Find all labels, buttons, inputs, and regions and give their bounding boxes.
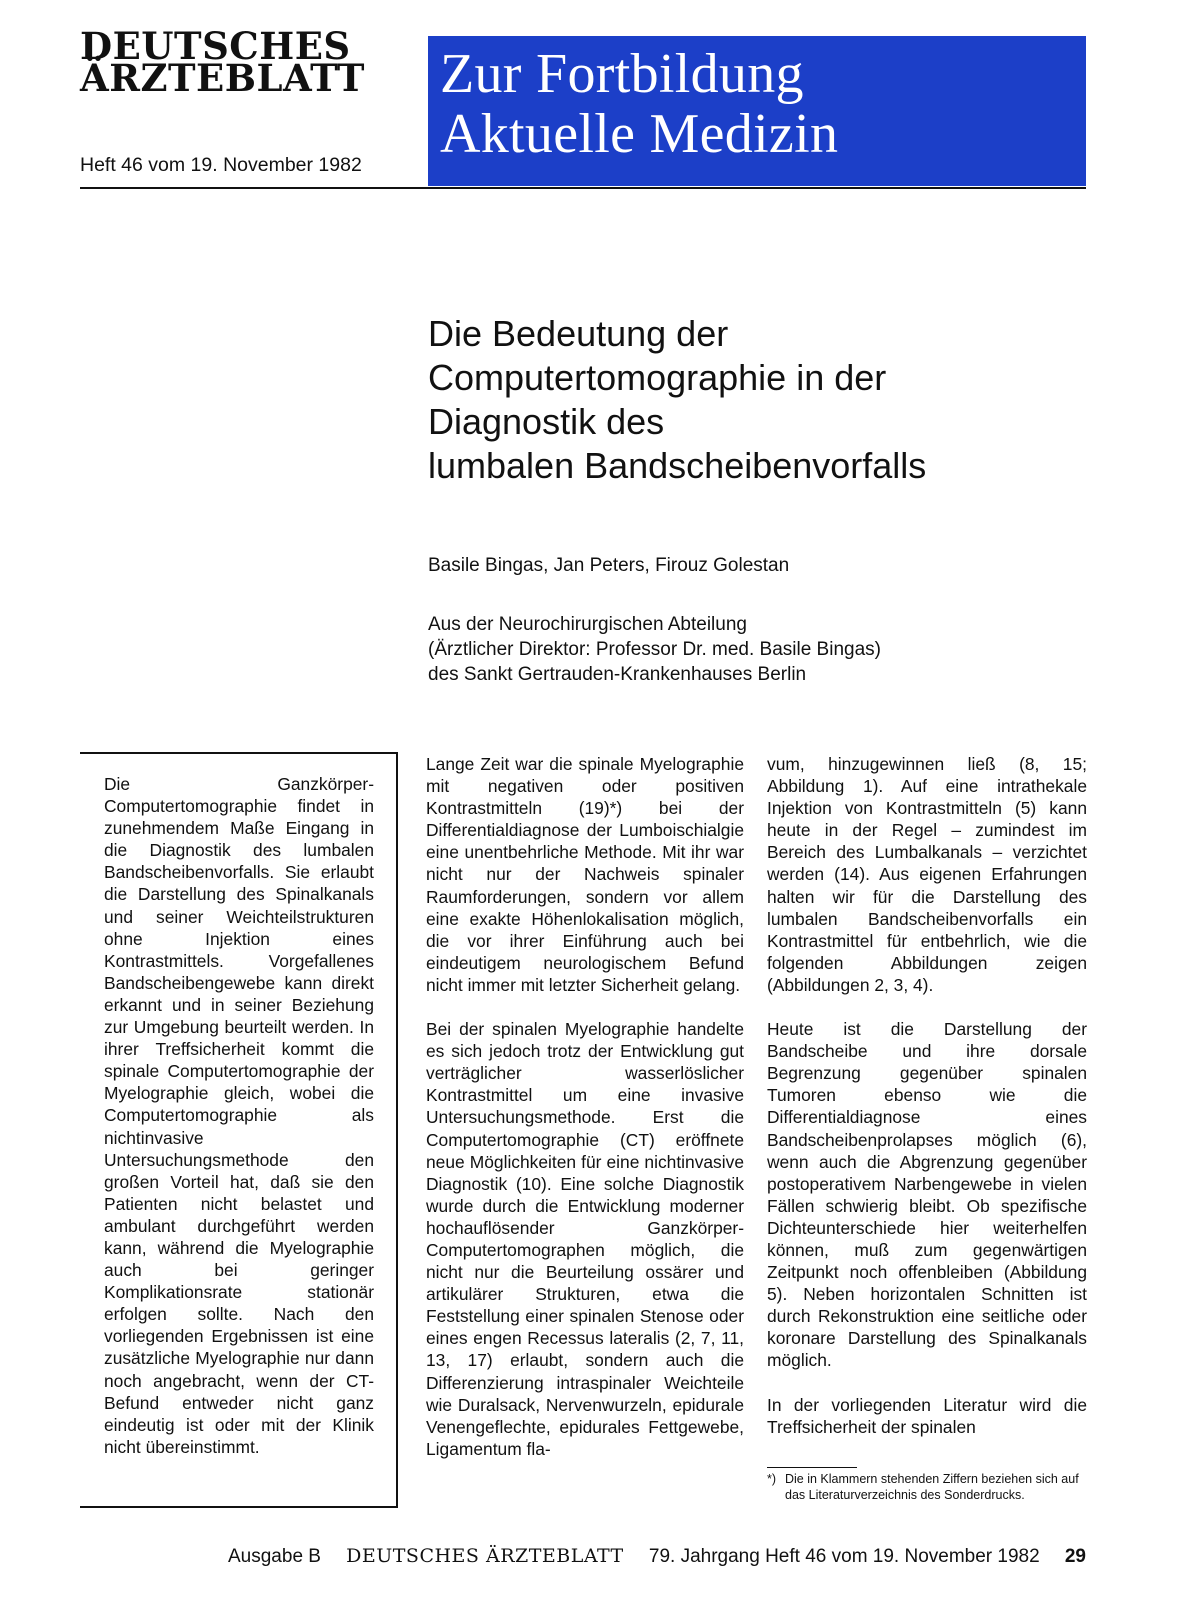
banner-line-2: Aktuelle Medizin bbox=[440, 103, 839, 165]
affiliation-line: des Sankt Gertrauden-Krankenhauses Berlin bbox=[428, 664, 807, 685]
body-paragraph: In der vorliegenden Literatur wird die Treffsicherheit der spinalen bbox=[767, 1394, 1087, 1437]
footer-volume: 79. Jahrgang Heft 46 vom 19. November 1982 bbox=[648, 1546, 1040, 1567]
header-rule bbox=[80, 187, 1086, 189]
page-footer bbox=[228, 1545, 1086, 1568]
body-column-3 bbox=[767, 753, 1087, 1438]
article-title bbox=[428, 312, 1068, 488]
page-number: 29 bbox=[1064, 1546, 1086, 1567]
title-line: lumbalen Bandscheibenvorfalls bbox=[428, 445, 927, 486]
title-line: Die Bedeutung der bbox=[428, 313, 729, 354]
body-paragraph: Lange Zeit war die spinale Myelographie mit negativen oder positiven Kontrastmitteln (19)*) bei der Differentialdiagnose der Lumboischialgie eine unentbehrliche Methode. Mit ihr war nicht nur der Nachweis spinaler Raumforderungen, sondern vor allem eine exakte Höhenlokalisation möglich, die vor ihrer Einführung auch bei eindeutigem neurologischem Befund nicht immer mit letzter Sicherheit gelang. bbox=[426, 754, 744, 995]
footnote-mark: *) bbox=[767, 1472, 777, 1486]
affiliation-line: Aus der Neurochirurgischen Abteilung bbox=[428, 614, 747, 635]
abstract-text: Die Ganzkörper-Computertomographie findet in zunehmendem Maße Eingang in die Diagnostik des lumbalen Bandscheibenvorfalls. Sie erlaubt die Darstellung des Spinalkanals und seiner Weichteilstrukturen ohne Injektion eines Kontrastmittels. Vorgefallenes Bandscheibengewebe kann direkt erkannt und in seiner Beziehung zur Umgebung beurteilt werden. In ihrer Treffsicherheit kommt die spinale Computertomographie der Myelographie gleich, wobei die Computertomographie als nichtinvasive Untersuchungsmethode den großen Vorteil hat, daß sie den Patienten nicht belastet und ambulant durchgeführt werden kann, während die Myelographie auch bei geringer Komplikationsrate stationär erfolgen sollte. Nach den vorliegenden Ergebnissen ist eine zusätzliche Myelographie nur dann noch angebracht, wenn der CT-Befund entweder nicht ganz eindeutig ist oder mit der Klinik nicht übereinstimmt. bbox=[104, 774, 374, 1457]
masthead-line-1: DEUTSCHES bbox=[80, 24, 351, 68]
article-authors: Basile Bingas, Jan Peters, Firouz Golestan bbox=[428, 555, 790, 576]
affiliation-line: (Ärztlicher Direktor: Professor Dr. med. Basile Bingas) bbox=[428, 639, 881, 660]
section-banner bbox=[428, 36, 1086, 186]
footnote bbox=[767, 1472, 1082, 1503]
body-paragraph: vum, hinzugewinnen ließ (8, 15; Abbildung 1). Auf eine intrathekale Injektion von Kontrastmitteln (5) kann heute in der Regel – zumindest im Bereich des Lumbalkanals – verzichtet werden (14). Aus eigenen Erfahrungen halten wir für die Darstellung des lumbalen Bandscheibenvorfalls ein Kontrastmittel für entbehrlich, wie die folgenden Abbildungen zeigen (Abbildungen 2, 3, 4). bbox=[767, 754, 1087, 995]
footer-brand: DEUTSCHES ÄRZTEBLATT bbox=[346, 1545, 624, 1567]
footnote-text: Die in Klammern stehenden Ziffern beziehen sich auf das Literaturverzeichnis des Sonderdrucks. bbox=[785, 1472, 1079, 1502]
issue-line: Heft 46 vom 19. November 1982 bbox=[80, 154, 362, 176]
title-line: Diagnostik des bbox=[428, 401, 665, 442]
body-paragraph: Heute ist die Darstellung der Bandscheibe und ihre dorsale Begrenzung gegenüber spinalen Tumoren ebenso wie die Differentialdiagnose eines Bandscheibenprolapses möglich (6), wenn auch die Abgrenzung gegenüber postoperativem Narbengewebe in vielen Fällen schwierig bleibt. Ob spezifische Dichteunterschiede hier weiterhelfen können, muß zum gegenwärtigen Zeitpunkt noch offenbleiben (Abbildung 5). Neben horizontalen Schnitten ist durch Rekonstruktion eine seitliche oder koronare Darstellung des Spinalkanals möglich. bbox=[767, 1019, 1087, 1371]
masthead-logo bbox=[80, 24, 410, 100]
masthead-line-2: ÄRZTEBLATT bbox=[80, 56, 365, 100]
body-column-2 bbox=[426, 753, 744, 1460]
footer-edition: Ausgabe B bbox=[228, 1546, 321, 1567]
footnote-rule bbox=[767, 1467, 857, 1468]
title-line: Computertomographie in der bbox=[428, 357, 887, 398]
banner-line-1: Zur Fortbildung bbox=[440, 43, 804, 105]
article-affiliation bbox=[428, 612, 881, 687]
body-paragraph: Bei der spinalen Myelographie handelte es sich jedoch trotz der Entwicklung gut verträglicher wasserlöslicher Kontrastmittel um eine invasive Untersuchungsmethode. Erst die Computertomographie (CT) eröffnete neue Möglichkeiten für eine nichtinvasive Diagnostik (10). Eine solche Diagnostik wurde durch die Entwicklung moderner hochauflösender Ganzkörper-Computertomographen möglich, die nicht nur die Beurteilung ossärer und artikulärer Strukturen, etwa die Feststellung einer spinalen Stenose oder eines engen Recessus lateralis (2, 7, 11, 13, 17) erlaubt, sondern auch die Differenzierung intraspinaler Weichteile wie Duralsack, Nervenwurzeln, epidurale Venengeflechte, epidurales Fettgewebe, Ligamentum fla- bbox=[426, 1019, 744, 1459]
